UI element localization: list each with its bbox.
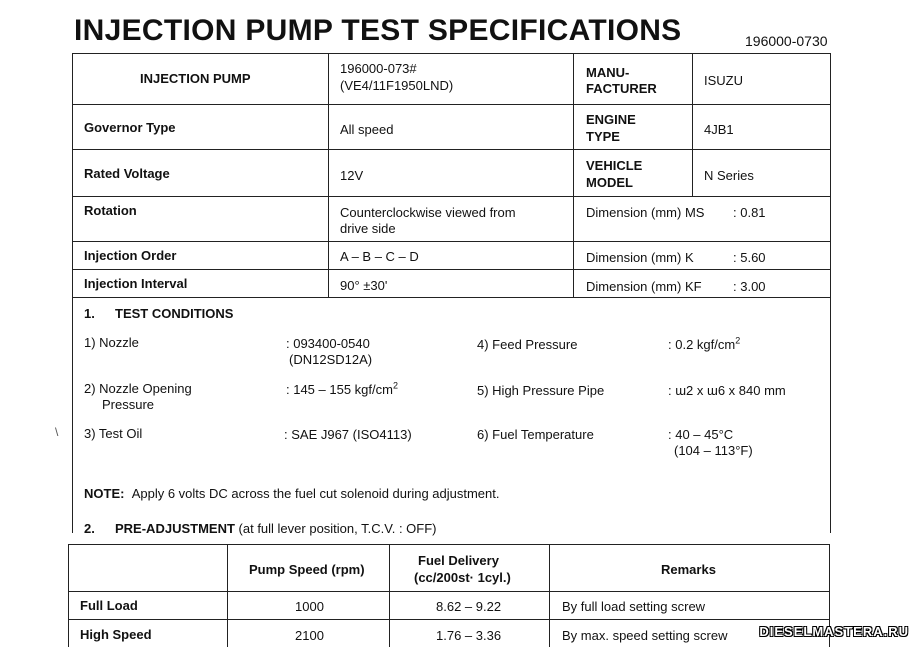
table-border — [72, 149, 831, 150]
row-high-speed-delivery: 1.76 – 3.36 — [436, 628, 502, 643]
pre-adjustment-heading: PRE-ADJUSTMENT (at full lever position, T.C.V. : OFF) — [115, 521, 437, 536]
rotation-label: Rotation — [84, 203, 137, 218]
test-conditions-number: 1. — [84, 306, 95, 321]
dimension-k-label: Dimension (mm) K — [586, 250, 694, 265]
table-border — [692, 53, 693, 196]
table-border — [549, 544, 550, 647]
row-full-load-name: Full Load — [80, 598, 138, 613]
nozzle-model: (DN12SD12A) — [289, 352, 373, 367]
nozzle-opening-label-2: Pressure — [102, 397, 155, 412]
table-border — [68, 544, 830, 545]
watermark: DIESELMASTERA.RU — [759, 624, 909, 639]
table-border — [573, 53, 574, 297]
table-border — [389, 544, 390, 647]
col-fuel-delivery: Fuel Delivery — [418, 553, 499, 568]
table-border — [72, 297, 831, 298]
dimension-ms-value: : 0.81 — [733, 205, 766, 220]
manufacturer-value: ISUZU — [704, 73, 743, 88]
table-border — [72, 104, 831, 105]
injection-pump-value: 196000-073# — [340, 61, 417, 76]
page-title: INJECTION PUMP TEST SPECIFICATIONS — [74, 14, 682, 47]
row-full-load-delivery: 8.62 – 9.22 — [436, 599, 502, 614]
injection-interval-label: Injection Interval — [84, 276, 188, 291]
row-high-speed-remarks: By max. speed setting screw — [562, 628, 728, 643]
voltage-label: Rated Voltage — [84, 166, 170, 181]
dimension-k-value: : 5.60 — [733, 250, 766, 265]
table-border — [72, 53, 73, 533]
row-full-load-speed: 1000 — [295, 599, 324, 614]
fuel-temperature-label: 6) Fuel Temperature — [477, 427, 594, 442]
dimension-kf-value: : 3.00 — [733, 279, 766, 294]
pre-adjustment-number: 2. — [84, 521, 95, 536]
note-label: NOTE: — [84, 486, 125, 501]
margin-mark: \ — [55, 425, 59, 439]
voltage-value: 12V — [340, 168, 364, 183]
vehicle-value: N Series — [704, 168, 754, 183]
nozzle-opening-label: 2) Nozzle Opening — [84, 381, 192, 396]
fuel-temperature-value: : 40 – 45°C — [668, 427, 734, 442]
table-border — [72, 53, 831, 54]
engine-value: 4JB1 — [704, 122, 734, 137]
note-text: Apply 6 volts DC across the fuel cut solenoid during adjustment. — [131, 486, 500, 501]
row-high-speed-name: High Speed — [80, 627, 152, 642]
engine-label: ENGINE — [586, 112, 636, 127]
table-border — [72, 196, 831, 197]
document-number: 196000-0730 — [745, 33, 828, 49]
col-remarks: Remarks — [661, 562, 716, 577]
test-oil-value: : SAE J967 (ISO4113) — [284, 427, 412, 442]
dimension-ms-label: Dimension (mm) MS — [586, 205, 705, 220]
table-border — [328, 53, 329, 297]
note — [84, 485, 500, 502]
table-border — [72, 269, 831, 270]
vehicle-label: VEHICLE — [586, 158, 643, 173]
governor-label: Governor Type — [84, 120, 176, 135]
row-high-speed-speed: 2100 — [295, 628, 324, 643]
engine-label-2: TYPE — [586, 129, 620, 144]
injection-interval-value: 90° ±30' — [340, 278, 388, 293]
fuel-temperature-value-f: (104 – 113°F) — [674, 443, 753, 458]
injection-pump-label: INJECTION PUMP — [140, 71, 251, 86]
table-border — [68, 544, 69, 647]
test-conditions-heading: TEST CONDITIONS — [115, 306, 234, 321]
col-pump-speed: Pump Speed (rpm) — [249, 562, 365, 577]
rotation-value: Counterclockwise viewed from — [340, 205, 516, 220]
row-full-load-remarks: By full load setting screw — [562, 599, 706, 614]
table-border — [68, 619, 830, 620]
dimension-kf-label: Dimension (mm) KF — [586, 279, 702, 294]
test-oil-label: 3) Test Oil — [84, 426, 143, 441]
governor-value: All speed — [340, 122, 394, 137]
injection-order-label: Injection Order — [84, 248, 177, 263]
vehicle-label-2: MODEL — [586, 175, 633, 190]
feed-pressure-value: : 0.2 kgf/$cm^2$ — [668, 335, 741, 352]
table-border — [72, 241, 831, 242]
manufacturer-label-2: FACTURER — [586, 81, 657, 96]
table-border — [227, 544, 228, 647]
high-pressure-pipe-value: : ɯ2 x ɯ6 x 840 mm — [668, 383, 786, 398]
nozzle-opening-value: : 145 – 155 kgf/$cm^2$ — [286, 380, 398, 397]
high-pressure-pipe-label: 5) High Pressure Pipe — [477, 383, 605, 398]
col-fuel-delivery-unit: (cc/200st· 1cyl.) — [414, 570, 511, 585]
manufacturer-label: MANU- — [586, 65, 630, 80]
nozzle-value: : 093400-0540 — [286, 336, 370, 351]
nozzle-label: 1) Nozzle — [84, 335, 139, 350]
rotation-value-2: drive side — [340, 221, 396, 236]
table-border — [68, 591, 830, 592]
injection-order-value: A – B – C – D — [340, 249, 419, 264]
injection-pump-model: (VE4/11F1950LND) — [340, 78, 454, 93]
table-border — [830, 53, 831, 533]
feed-pressure-label: 4) Feed Pressure — [477, 337, 578, 352]
